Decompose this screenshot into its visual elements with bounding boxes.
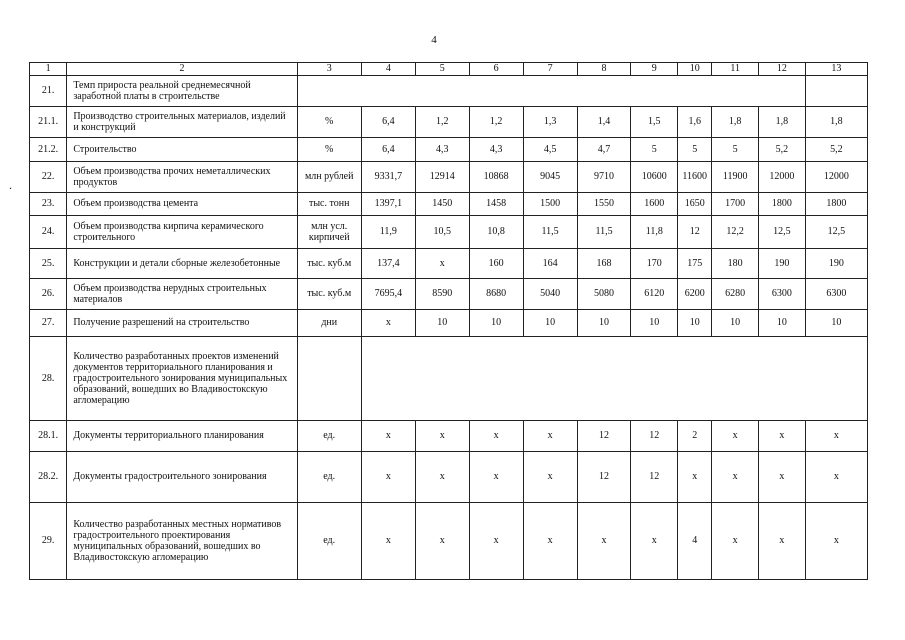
value-cell: 6,4 (361, 138, 415, 162)
indicator-name: Объем производства цемента (67, 193, 297, 216)
value-cell: 1,4 (577, 107, 631, 138)
indicator-name: Объем производства прочих неметаллических продуктов (67, 162, 297, 193)
unit-cell: ед. (297, 503, 361, 580)
value-cell: 1,3 (523, 107, 577, 138)
value-cell: 12,2 (712, 216, 759, 249)
indicator-name: Документы территориального планирования (67, 421, 297, 452)
value-cell: х (805, 503, 867, 580)
value-cell: 5 (678, 138, 712, 162)
value-cell: 1,2 (469, 107, 523, 138)
value-cell: х (759, 421, 806, 452)
indicator-name: Получение разрешений на строительство (67, 310, 297, 337)
column-header: 13 (805, 63, 867, 76)
value-cell: 1,8 (759, 107, 806, 138)
value-cell: 5040 (523, 279, 577, 310)
value-cell: х (712, 503, 759, 580)
value-cell: х (361, 452, 415, 503)
value-cell: 10 (415, 310, 469, 337)
value-cell: 10 (759, 310, 806, 337)
value-cell: х (361, 503, 415, 580)
column-header: 12 (759, 63, 806, 76)
table-row (30, 310, 868, 337)
table-row (30, 452, 868, 503)
value-cell: 10,5 (415, 216, 469, 249)
value-cell: х (523, 503, 577, 580)
row-number: 21.1. (30, 107, 67, 138)
value-cell: 12 (577, 421, 631, 452)
indicator-name: Конструкции и детали сборные железобетонные (67, 249, 297, 279)
table-row (30, 249, 868, 279)
column-header: 7 (523, 63, 577, 76)
value-cell: х (577, 503, 631, 580)
indicator-name: Объем производства кирпича керамического строительного (67, 216, 297, 249)
column-header: 11 (712, 63, 759, 76)
indicator-name: Производство строительных материалов, изделий и конструкций (67, 107, 297, 138)
value-cell: 10 (469, 310, 523, 337)
indicator-name: Строительство (67, 138, 297, 162)
value-cell: 137,4 (361, 249, 415, 279)
value-cell: 6,4 (361, 107, 415, 138)
value-cell: 11,8 (631, 216, 678, 249)
value-cell: 12 (678, 216, 712, 249)
row-number: 23. (30, 193, 67, 216)
header-row (30, 63, 868, 76)
stray-mark: . (9, 178, 12, 192)
table-row (30, 503, 868, 580)
value-cell: 1500 (523, 193, 577, 216)
value-cell: х (469, 421, 523, 452)
value-cell: х (361, 421, 415, 452)
row-number: 28.2. (30, 452, 67, 503)
value-cell: 4,3 (415, 138, 469, 162)
value-cell: 164 (523, 249, 577, 279)
value-cell: х (712, 452, 759, 503)
value-cell: 10868 (469, 162, 523, 193)
empty-span (361, 337, 867, 421)
unit-cell (297, 337, 361, 421)
value-cell: х (631, 503, 678, 580)
table-row (30, 162, 868, 193)
value-cell: х (678, 452, 712, 503)
value-cell: 11,5 (577, 216, 631, 249)
value-cell: 1,8 (805, 107, 867, 138)
value-cell: 4,7 (577, 138, 631, 162)
value-cell: х (523, 421, 577, 452)
value-cell: х (523, 452, 577, 503)
indicator-name: Документы градостроительного зонирования (67, 452, 297, 503)
value-cell: х (805, 421, 867, 452)
value-cell: 5 (712, 138, 759, 162)
value-cell: 2 (678, 421, 712, 452)
value-cell: 170 (631, 249, 678, 279)
table-row (30, 138, 868, 162)
value-cell: х (415, 452, 469, 503)
unit-cell: ед. (297, 452, 361, 503)
value-cell: х (469, 503, 523, 580)
value-cell: 10600 (631, 162, 678, 193)
value-cell: 1450 (415, 193, 469, 216)
value-cell: 180 (712, 249, 759, 279)
value-cell: 12 (631, 452, 678, 503)
value-cell: 5 (631, 138, 678, 162)
value-cell: 1,8 (712, 107, 759, 138)
column-header: 3 (297, 63, 361, 76)
value-cell: 1800 (805, 193, 867, 216)
page-number: 4 (431, 34, 437, 46)
table-row (30, 216, 868, 249)
row-number: 25. (30, 249, 67, 279)
table-row (30, 279, 868, 310)
indicators-table (29, 62, 868, 580)
value-cell: 11900 (712, 162, 759, 193)
value-cell: 4,3 (469, 138, 523, 162)
value-cell: 11,5 (523, 216, 577, 249)
value-cell: 12,5 (759, 216, 806, 249)
column-header: 1 (30, 63, 67, 76)
value-cell: 10 (577, 310, 631, 337)
value-cell: 190 (805, 249, 867, 279)
indicator-name: Объем производства нерудных строительных материалов (67, 279, 297, 310)
row-number: 22. (30, 162, 67, 193)
value-cell: 6200 (678, 279, 712, 310)
column-header: 5 (415, 63, 469, 76)
value-cell: 1,2 (415, 107, 469, 138)
unit-cell: ед. (297, 421, 361, 452)
value-cell: 10 (678, 310, 712, 337)
row-number: 26. (30, 279, 67, 310)
value-cell: 1600 (631, 193, 678, 216)
column-header: 4 (361, 63, 415, 76)
value-cell: 1,6 (678, 107, 712, 138)
value-cell: 5,2 (805, 138, 867, 162)
table-row (30, 421, 868, 452)
value-cell: 6280 (712, 279, 759, 310)
column-header: 9 (631, 63, 678, 76)
value-cell: х (712, 421, 759, 452)
unit-cell: тыс. тонн (297, 193, 361, 216)
value-cell: 1397,1 (361, 193, 415, 216)
value-cell: 12,5 (805, 216, 867, 249)
value-cell: 9331,7 (361, 162, 415, 193)
value-cell: 10 (805, 310, 867, 337)
unit-cell: % (297, 138, 361, 162)
value-cell: 11,9 (361, 216, 415, 249)
table-row (30, 107, 868, 138)
value-cell: х (415, 421, 469, 452)
value-cell: 10 (631, 310, 678, 337)
value-cell: 168 (577, 249, 631, 279)
value-cell: 6300 (759, 279, 806, 310)
value-cell: 12000 (805, 162, 867, 193)
unit-cell: млн усл. кирпичей (297, 216, 361, 249)
empty-span (297, 76, 805, 107)
value-cell: 190 (759, 249, 806, 279)
value-cell: 11600 (678, 162, 712, 193)
value-cell: 160 (469, 249, 523, 279)
value-cell: 10 (523, 310, 577, 337)
value-cell: х (361, 310, 415, 337)
row-number: 28. (30, 337, 67, 421)
value-cell: 12000 (759, 162, 806, 193)
value-cell: 8680 (469, 279, 523, 310)
unit-cell: % (297, 107, 361, 138)
value-cell: 9710 (577, 162, 631, 193)
value-cell: х (415, 503, 469, 580)
value-cell: 1550 (577, 193, 631, 216)
value-cell: 10 (712, 310, 759, 337)
row-number: 21.2. (30, 138, 67, 162)
value-cell: 5080 (577, 279, 631, 310)
value-cell: 4,5 (523, 138, 577, 162)
value-cell: 12 (631, 421, 678, 452)
row-number: 24. (30, 216, 67, 249)
column-header: 10 (678, 63, 712, 76)
unit-cell: тыс. куб.м (297, 249, 361, 279)
unit-cell: млн рублей (297, 162, 361, 193)
row-number: 29. (30, 503, 67, 580)
row-number: 21. (30, 76, 67, 107)
value-cell: 6300 (805, 279, 867, 310)
value-cell: х (415, 249, 469, 279)
value-cell: 1,5 (631, 107, 678, 138)
indicator-name: Количество разработанных местных нормативов градостроительного проектирования муниципальных образований, вошедших во Владивостокскую агломерацию (67, 503, 297, 580)
table-row (30, 337, 868, 421)
value-cell: 1458 (469, 193, 523, 216)
unit-cell: дни (297, 310, 361, 337)
value-cell: х (759, 503, 806, 580)
table-row (30, 193, 868, 216)
row-number: 28.1. (30, 421, 67, 452)
value-cell: 10,8 (469, 216, 523, 249)
value-cell: х (805, 452, 867, 503)
value-cell: 1650 (678, 193, 712, 216)
value-cell: 7695,4 (361, 279, 415, 310)
value-cell: 1700 (712, 193, 759, 216)
value-cell: 12 (577, 452, 631, 503)
value-cell: 1800 (759, 193, 806, 216)
value-cell: 9045 (523, 162, 577, 193)
value-cell: 6120 (631, 279, 678, 310)
column-header: 6 (469, 63, 523, 76)
value-cell: 175 (678, 249, 712, 279)
value-cell: х (469, 452, 523, 503)
column-header: 8 (577, 63, 631, 76)
value-cell: х (759, 452, 806, 503)
value-cell: 12914 (415, 162, 469, 193)
indicator-name: Темп прироста реальной среднемесячной заработной платы в строительстве (67, 76, 297, 107)
indicator-name: Количество разработанных проектов изменений документов территориального планирования и градостроительного зонирования муниципальных образований, вошедших во Владивостокскую агломерацию (67, 337, 297, 421)
unit-cell: тыс. куб.м (297, 279, 361, 310)
value-cell: 4 (678, 503, 712, 580)
row-number: 27. (30, 310, 67, 337)
value-cell: 8590 (415, 279, 469, 310)
column-header: 2 (67, 63, 297, 76)
empty-cell (805, 76, 867, 107)
value-cell: 5,2 (759, 138, 806, 162)
table-row (30, 76, 868, 107)
